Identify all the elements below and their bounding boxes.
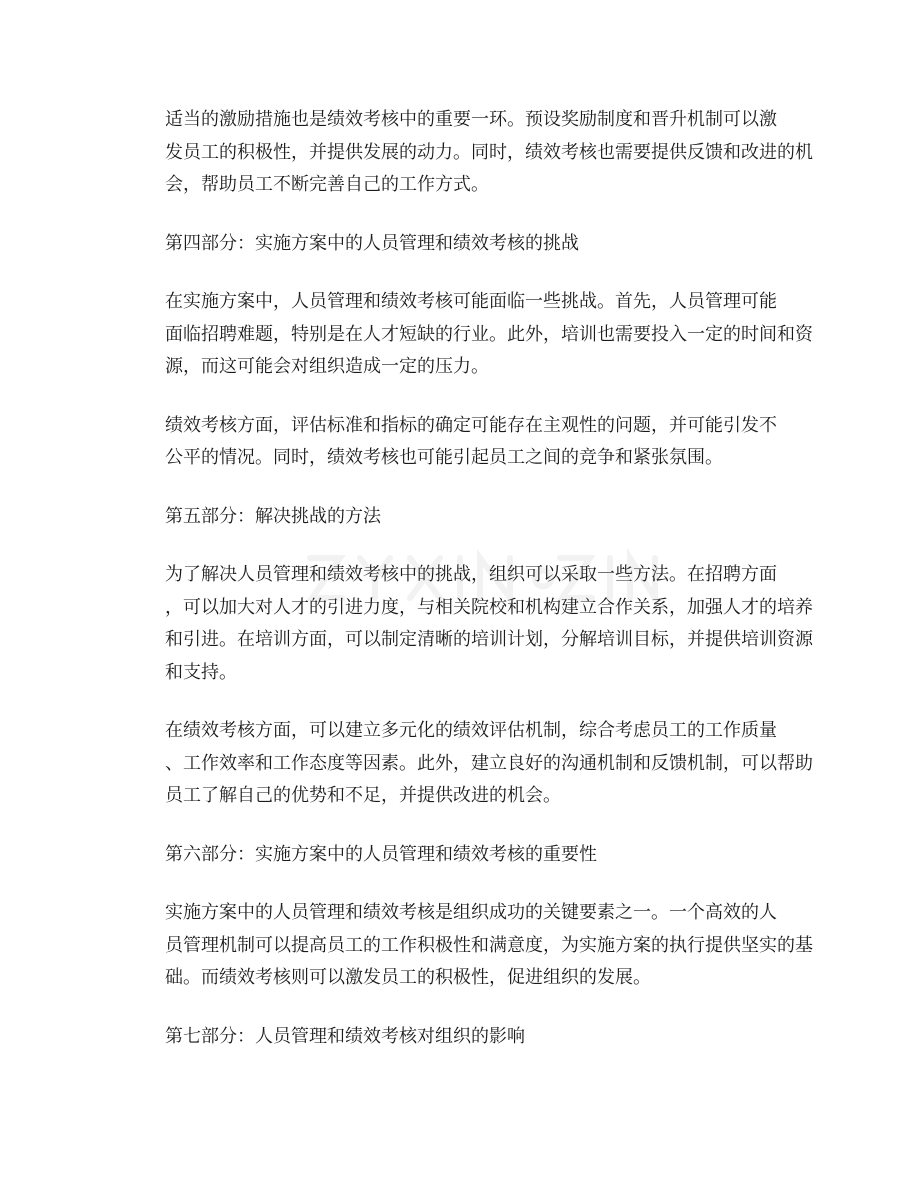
paragraph-line: 适当的激励措施也是绩效考核中的重要一环。预设奖励制度和晋升机制可以激 (165, 109, 777, 130)
section-heading: 第七部分：人员管理和绩效考核对组织的影响 (165, 1025, 525, 1047)
paragraph-line: ，可以加大对人才的引进力度，与相关院校和机构建立合作关系，加强人才的培养 (165, 596, 813, 618)
paragraph (165, 104, 813, 202)
paragraph-line: 源，而这可能会对组织造成一定的压力。 (165, 356, 489, 377)
paragraph-line: 面临招聘难题，特别是在人才短缺的行业。此外，培训也需要投入一定的时间和资 (165, 323, 813, 345)
paragraph-line: 和支持。 (165, 661, 237, 683)
paragraph-line: 在实施方案中，人员管理和绩效考核可能面临一些挑战。首先，人员管理可能 (165, 291, 777, 312)
paragraph-line: 发员工的积极性，并提供发展的动力。同时，绩效考核也需要提供反馈和改进的机 (165, 141, 813, 163)
paragraph (165, 715, 813, 813)
paragraph-line: 员工了解自己的优势和不足，并提供改进的机会。 (165, 785, 561, 806)
section-heading: 第四部分：实施方案中的人员管理和绩效考核的挑战 (165, 232, 579, 254)
paragraph-line: 、工作效率和工作态度等因素。此外，建立良好的沟通机制和反馈机制，可以帮助 (165, 752, 813, 774)
section-heading: 第五部分：解决挑战的方法 (165, 505, 381, 527)
paragraph-line: 在绩效考核方面，可以建立多元化的绩效评估机制，综合考虑员工的工作质量 (165, 720, 777, 741)
paragraph (165, 559, 813, 689)
paragraph (165, 897, 813, 995)
paragraph-line: 础。而绩效考核则可以激发员工的积极性，促进组织的发展。 (165, 967, 651, 988)
paragraph (165, 286, 813, 384)
paragraph-line: 实施方案中的人员管理和绩效考核是组织成功的关键要素之一。一个高效的人 (165, 902, 777, 923)
paragraph-line: 公平的情况。同时，绩效考核也可能引起员工之间的竞争和紧张氛围。 (165, 447, 723, 468)
document-body (165, 104, 813, 1079)
paragraph-line: 和引进。在培训方面，可以制定清晰的培训计划，分解培训目标，并提供培训资源 (165, 629, 813, 650)
paragraph (165, 410, 777, 475)
paragraph-line: 员管理机制可以提高员工的工作积极性和满意度，为实施方案的执行提供坚实的基 (165, 934, 813, 956)
paragraph-line: 绩效考核方面，评估标准和指标的确定可能存在主观性的问题，并可能引发不 (165, 414, 777, 436)
paragraph-line: 为了解决人员管理和绩效考核中的挑战，组织可以采取一些方法。在招聘方面 (165, 564, 777, 585)
section-heading: 第六部分：实施方案中的人员管理和绩效考核的重要性 (165, 843, 597, 865)
paragraph-line: 会，帮助员工不断完善自己的工作方式。 (165, 174, 489, 195)
